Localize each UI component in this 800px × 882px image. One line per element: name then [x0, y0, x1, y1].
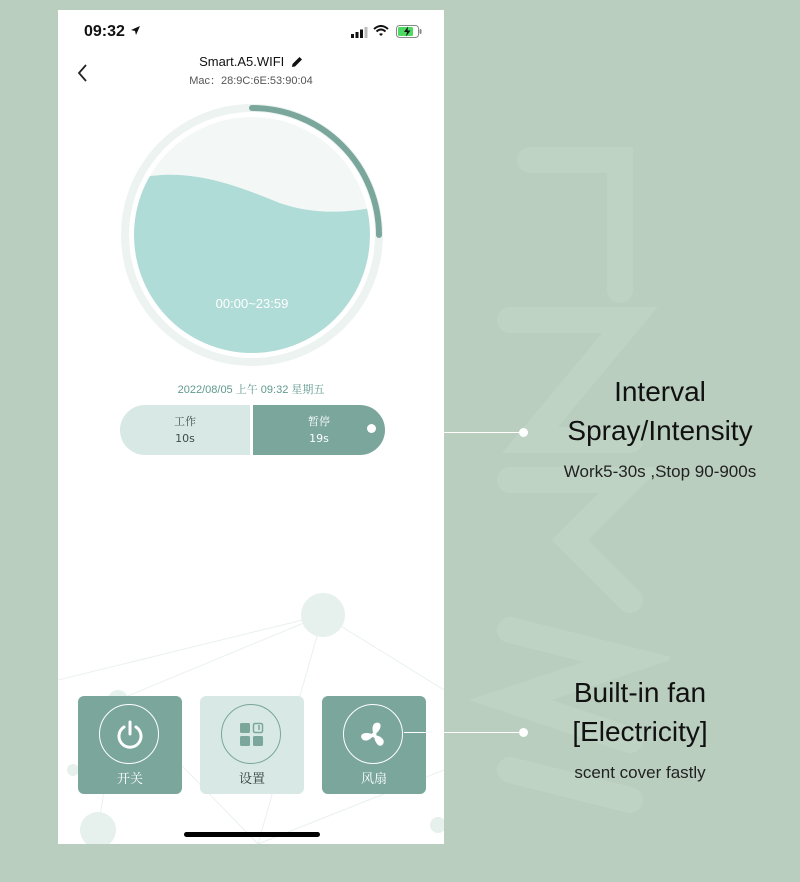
signal-icon [351, 27, 368, 38]
phone-screen [58, 10, 444, 844]
date-time-label: 2022/08/05 上午 09:32 星期五 [177, 384, 325, 396]
fan-annotation-title-1: Built-in fan [573, 677, 707, 708]
interval-annotation-title-2: Spray/Intensity [567, 415, 753, 446]
battery-charging-icon [396, 25, 422, 38]
edit-pencil-icon[interactable] [291, 56, 303, 68]
fan-annotation-subtitle: scent cover fastly [574, 763, 706, 782]
status-time: 09:32 [84, 23, 125, 40]
stop-duration-segment[interactable] [253, 405, 385, 455]
interval-annotation-title-1: Interval [614, 376, 706, 407]
fan-icon [357, 718, 391, 752]
power-label: 开关 [116, 772, 143, 787]
work-label: 工作 [174, 415, 196, 428]
level-gauge [120, 103, 384, 367]
mac-address: Mac：28:9C:6E:53:90:04 [189, 75, 313, 87]
stop-value: 19s [309, 432, 329, 445]
status-bar [58, 10, 444, 54]
fan-label: 风扇 [360, 772, 387, 787]
wifi-icon [373, 25, 389, 37]
time-range-label: 00:00~23:59 [215, 296, 289, 311]
stop-label: 暂停 [308, 415, 330, 428]
work-value: 10s [175, 432, 195, 445]
device-name: Smart.A5.WIFI [199, 54, 285, 69]
interval-annotation-subtitle: Work5-30s ,Stop 90-900s [563, 462, 757, 481]
grid-icon [237, 720, 267, 750]
location-arrow-icon [130, 25, 141, 36]
home-indicator[interactable] [184, 832, 320, 837]
stop-indicator-dot [367, 424, 376, 433]
power-button[interactable] [78, 696, 182, 794]
interval-control [120, 405, 385, 455]
fan-callout-line [404, 732, 524, 733]
device-title[interactable] [58, 54, 444, 69]
interval-callout-dot [519, 428, 528, 437]
work-duration-segment[interactable] [120, 405, 250, 455]
fan-button[interactable] [322, 696, 426, 794]
fan-annotation-title-2: [Electricity] [572, 716, 708, 747]
settings-button[interactable] [200, 696, 304, 794]
settings-label: 设置 [238, 772, 265, 787]
interval-callout-line [444, 432, 524, 433]
power-icon [115, 720, 145, 750]
